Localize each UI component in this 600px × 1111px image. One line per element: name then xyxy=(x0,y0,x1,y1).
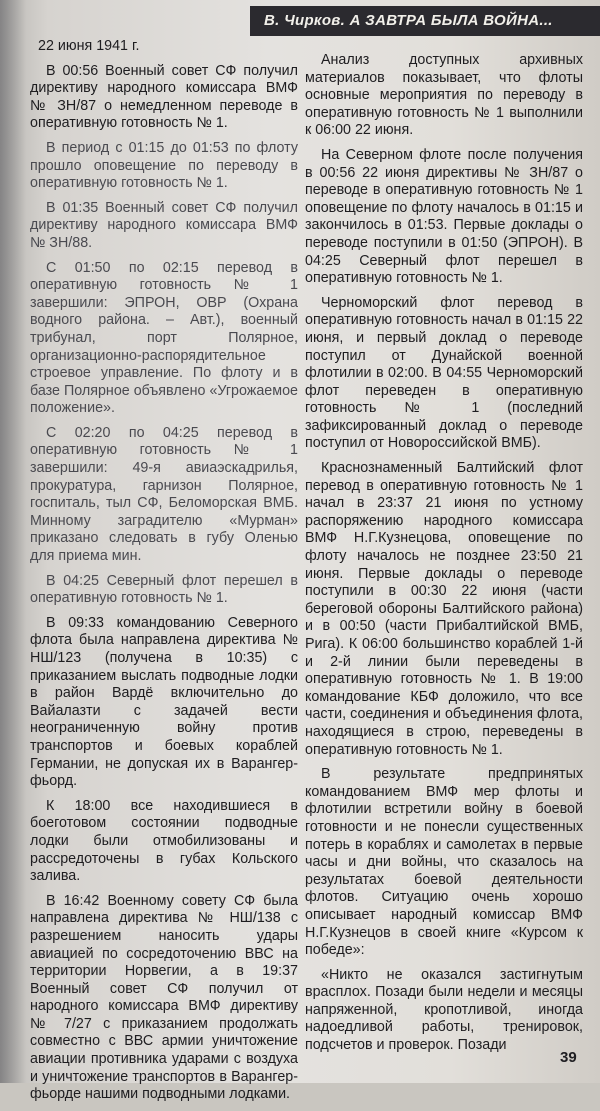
running-header xyxy=(250,6,600,36)
paragraph: В 01:35 Военный совет СФ получил директиву народного комиссара ВМФ № ЗН/88. xyxy=(30,199,298,251)
paragraph: В 09:33 командованию Северного флота была направлена директива № НШ/123 (получена в 10:35) с приказанием выслать подводные лодки в район Вардё включительно до Вайалазти с задачей вести неограниченную войну против транспортов и боевых кораблей Германии, не допуская их в Варангер-фьорд. xyxy=(30,614,298,790)
paragraph: С 01:50 по 02:15 перевод в оперативную готовность № 1 завершили: ЭПРОН, ОВР (Охрана водного района. – Авт.), военный трибунал, порт Полярное, организационно-распорядительное строевое управление. По флоту и в базе Полярное объявлено «Угрожаемое положение». xyxy=(30,259,298,417)
binding-shadow xyxy=(0,0,26,1083)
date-line: 22 июня 1941 г. xyxy=(38,38,140,54)
paragraph: В период с 01:15 до 01:53 по флоту прошло оповещение по переводу в оперативную готовность № 1. xyxy=(30,139,298,192)
paragraph: На Северном флоте после получения в 00:56 22 июня директивы № ЗН/87 о переводе в оперативную готовность № 1 оповещение по флоту началось в 01:15 и закончилось в 01:53. Первые доклады о переводе поступили в 01:50 (ЭПРОН). В 04:25 Северный флот перешел в оперативную готовность № 1. xyxy=(305,146,583,287)
paragraph: В 00:56 Военный совет СФ получил директиву народного комиссара ВМФ № ЗН/87 о немедленном переводе в оперативную готовность № 1. xyxy=(30,62,298,132)
left-column xyxy=(30,38,298,1111)
paragraph: Анализ доступных архивных материалов показывает, что флоты основные мероприятия по переводу в оперативную готовность № 1 выполнили к 06:00 22 июня. xyxy=(305,52,583,139)
paragraph: В 16:42 Военному совету СФ была направлена директива № НШ/138 с разрешением наносить удары авиацией по сосредоточению ВВС на территории Норвегии, а в 19:37 Военный совет СФ получил от народного комиссара ВМФ директиву № 7/27 с приказанием продолжать совместно с ВВС армии уничтожение авиации противника ударами с воздуха и уничтожение транспортов в Варангер-фьорде нашими подводными лодками. xyxy=(30,892,298,1103)
paragraph: Краснознаменный Балтийский флот перевод в оперативную готовность № 1 начал в 23:37 21 июня по устному распоряжению народного комиссара ВМФ Н.Г.Кузнецова, оповещение по флоту началось не позднее 23:50 21 июня. Первые доклады о переводе поступили в 00:30 22 июня (части береговой обороны Балтийского района) и в 00:50 (части Прибалтийской ВМБ, Рига). К 06:00 большинство кораблей 1-й и 2-й линии были переведены в оперативную готовность № 1. В 19:00 командование КБФ доложило, что все части, соединения и объединения флота, находящиеся в строю, переведены в оперативную готовность № 1. xyxy=(305,460,583,758)
paragraph: К 18:00 все находившиеся в боеготовом состоянии подводные лодки были отмобилизованы и рассредоточены в губах Кольского залива. xyxy=(30,797,298,885)
page-number: 39 xyxy=(560,1049,577,1066)
right-column xyxy=(305,52,583,1062)
quote-paragraph: «Никто не оказался застигнутым врасплох. Позади были недели и месяцы напряженной, кропотливой, иногда надоедливой работы, тренировок, подсчетов и проверок. Позади xyxy=(305,966,583,1054)
running-title: В. Чирков. А ЗАВТРА БЫЛА ВОЙНА... xyxy=(264,12,553,29)
paragraph: С 02:20 по 04:25 перевод в оперативную готовность № 1 завершили: 49-я авиаэскадрилья, прокуратура, гарнизон Полярное, госпиталь, тыл СФ, Беломорская ВМБ. Минному заградителю «Мурман» приказано следовать в губу Оленью для приема мин. xyxy=(30,424,298,565)
paragraph: В результате предпринятых командованием ВМФ мер флоты и флотилии встретили войну в боевой готовности и не понесли существенных потерь в кораблях и самолетах в первые часы и дни войны, что сказалось на результатах боевой деятельности флотов. Ситуацию очень хорошо описывает народный комиссар ВМФ Н.Г.Кузнецов в своей книге «Курсом к победе»: xyxy=(305,766,583,959)
paragraph: Черноморский флот перевод в оперативную готовность начал в 01:15 22 июня, и первый доклад о переводе поступил от Дунайской военной флотилии в 02:00. В 04:55 Черноморский флот переведен в оперативную готовность № 1 (последний зафиксированный доклад о переводе поступил от Новороссийской ВМБ). xyxy=(305,294,583,452)
paragraph: В 04:25 Северный флот перешел в оперативную готовность № 1. xyxy=(30,572,298,607)
